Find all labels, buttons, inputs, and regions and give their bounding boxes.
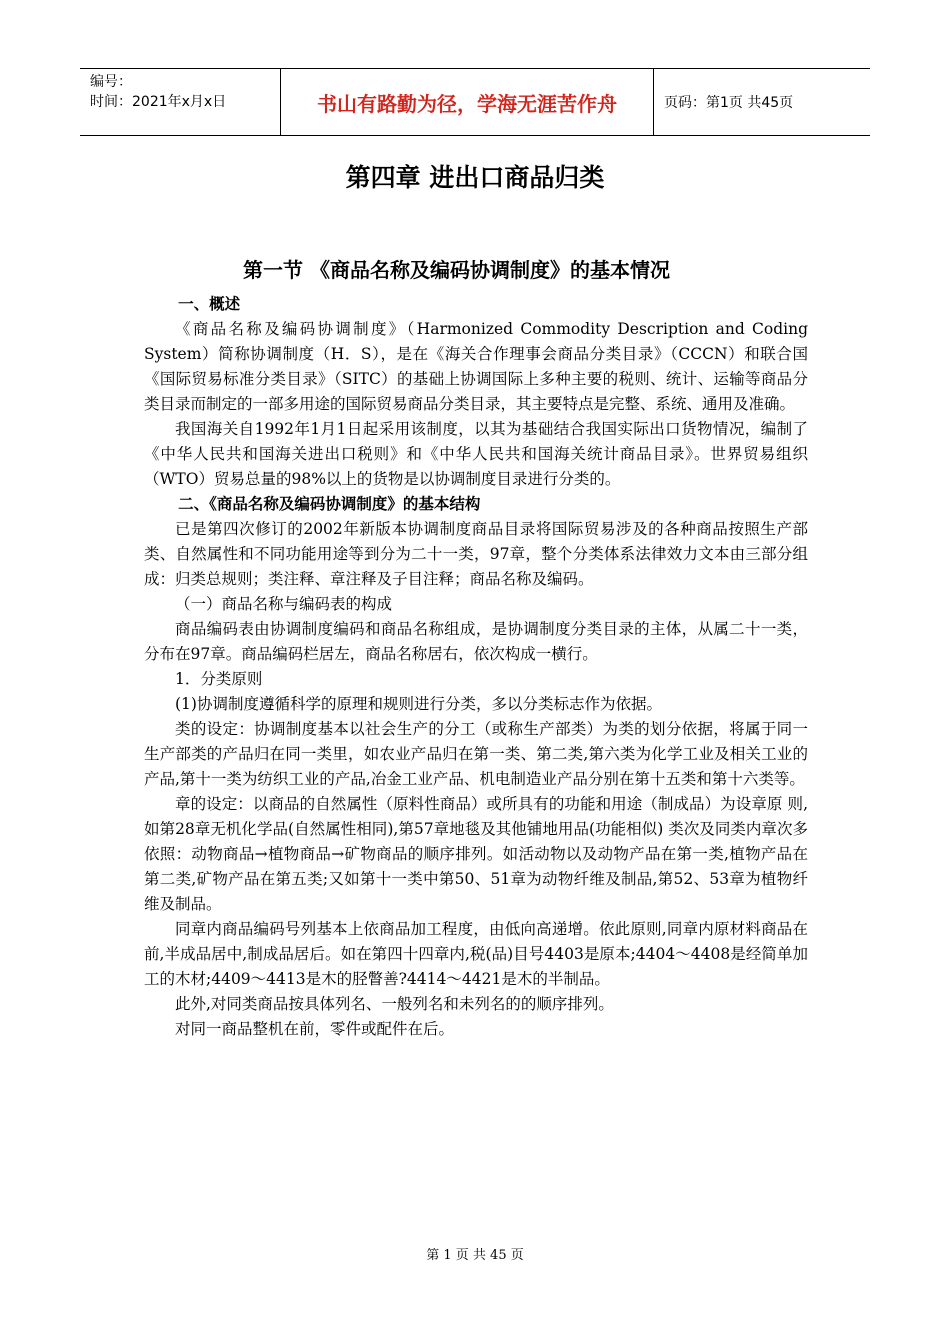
chapter-title: 第四章 进出口商品归类 xyxy=(345,163,605,192)
section-heading: 一、概述 xyxy=(178,295,241,313)
paragraph: 已是第四次修订的2002年新版本协调制度商品目录将国际贸易涉及的各种商品按照生产部类、自然属性和不同功能用途等到分为二十一类，97章，整个分类体系法律效力文本由三部分组成：归类总规则；类注释、章注释及子目注释；商品名称及编码。 xyxy=(144,520,808,588)
paragraph: 对同一商品整机在前，零件或配件在后。 xyxy=(175,1020,455,1038)
paragraph: （一）商品名称与编码表的构成 xyxy=(175,595,393,613)
paragraph: 我国海关自1992年1月1日起采用该制度，以其为基础结合我国实际出口货物情况，编制了《中华人民共和国海关进出口税则》和《中华人民共和国海关统计商品目录》。世界贸易组织（WTO）贸易总量的98%以上的货物是以协调制度目录进行分类的。 xyxy=(144,420,808,488)
paragraph: 此外,对同类商品按具体列名、一般列名和未列名的的顺序排列。 xyxy=(175,995,614,1013)
paragraph: 类的设定：协调制度基本以社会生产的分工（或称生产部类）为类的划分依据，将属于同一生产部类的产品归在同一类里，如农业产品归在第一类、第二类,第六类为化学工业及相关工业的产品,第十一类为纺织工业的产品,冶金工业产品、机电制造业产品分别在第十五类和第十六类等。 xyxy=(144,720,808,788)
paragraph: 商品编码表由协调制度编码和商品名称组成，是协调制度分类目录的主体，从属二十一类，分布在97章。商品编码栏居左，商品名称居右，依次构成一横行。 xyxy=(144,620,808,663)
section-heading: 二、《商品名称及编码协调制度》的基本结构 xyxy=(178,495,481,513)
paragraph: 1．分类原则 xyxy=(175,670,263,688)
paragraph: 《商品名称及编码协调制度》（Harmonized Commodity Description and Coding System）简称协调制度（H．S），是在《海关合作理事会商品分类目录》（CCCN）和联合国《国际贸易标准分类目录》（SITC）的基础上协调国际上多种主要的税则、统计、运输等商品分类目录而制定的一部多用途的国际贸易商品分类目录，其主要特点是完整、系统、通用及准确。 xyxy=(144,320,808,413)
header-page-info: 页码：第1页 共45页 xyxy=(664,95,794,111)
header-meta xyxy=(80,69,281,135)
paragraph: 同章内商品编码号列基本上依商品加工程度，由低向高递增。依此原则,同章内原材料商品在前,半成品居中,制成品居后。如在第四十四章内,税(品)目号4403是原本;4404～4408是经简单加工的木材;4409～4413是木的胫瞥善?4414～4421是木的半制品。 xyxy=(144,920,808,988)
page-footer: 第 1 页 共 45 页 xyxy=(426,1248,524,1263)
document-body xyxy=(144,292,808,1042)
paragraph: (1)协调制度遵循科学的原理和规则进行分类，多以分类标志作为依据。 xyxy=(175,695,662,713)
section-title: 第一节 《商品名称及编码协调制度》的基本情况 xyxy=(243,258,670,282)
time-label: 时间：2021年x月x日 xyxy=(90,94,227,110)
paragraph: 章的设定：以商品的自然属性（原料性商品）或所具有的功能和用途（制成品）为设章原 则,如第28章无机化学品(自然属性相同),第57章地毯及其他铺地用品(功能相似) 类次及同类内章次多依照：动物商品→植物商品→矿物商品的顺序排列。如活动物以及动物产品在第一类,植物产品在第二类,矿物产品在第五类;又如第十一类中第50、51章为动物纤维及制品,第52、53章为植物纤维及制品。 xyxy=(144,795,808,913)
number-label: 编号： xyxy=(90,74,132,90)
header-motto: 书山有路勤为径，学海无涯苦作舟 xyxy=(281,69,654,135)
page-header xyxy=(80,68,870,136)
